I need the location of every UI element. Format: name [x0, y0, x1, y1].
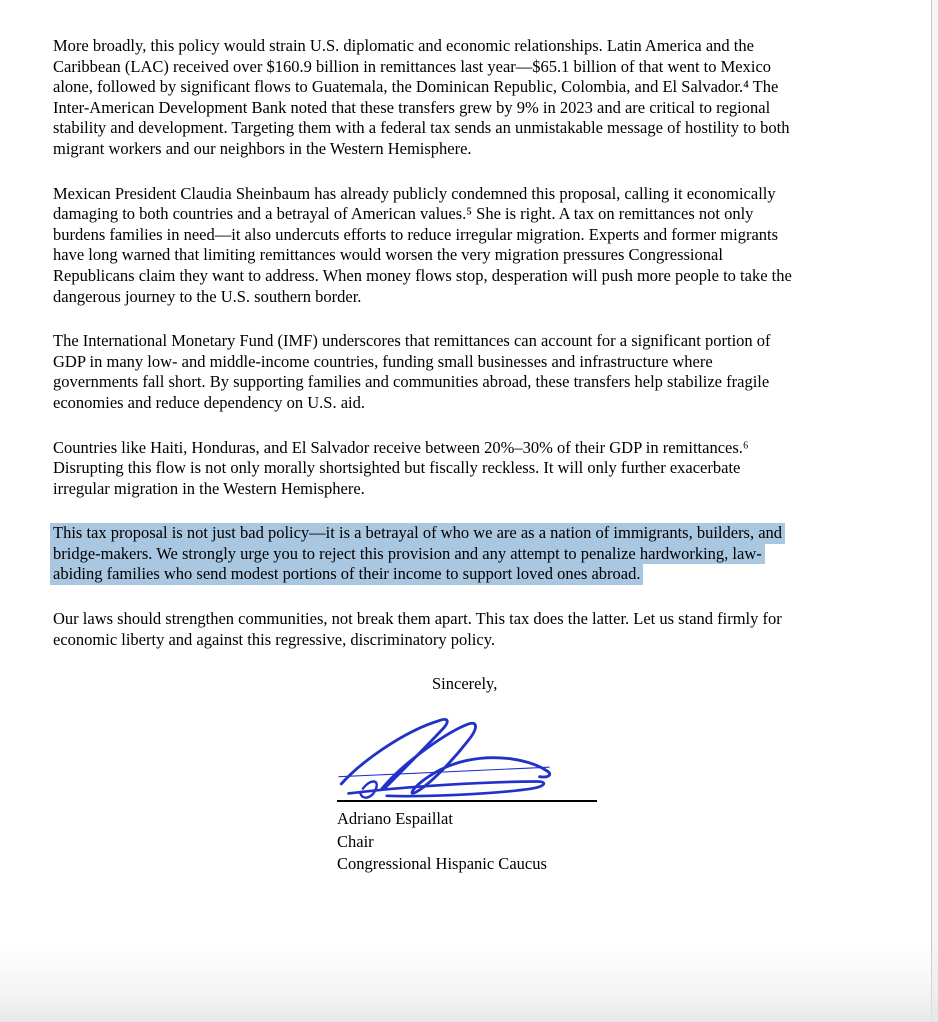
signer-name: Adriano Espaillat: [337, 808, 453, 828]
letter-line: dangerous journey to the U.S. southern border.: [53, 286, 362, 306]
letter-line: governments fall short. By supporting families and communities abroad, these transfers help stabilize fragile: [53, 372, 770, 392]
letter-line: have long warned that limiting remittances would worsen the very migration pressures Congressional: [53, 245, 723, 265]
letter-line: economic liberty and against this regressive, discriminatory policy.: [53, 629, 496, 649]
signer-title: Chair: [337, 831, 374, 851]
paragraph-gdp-countries: [53, 438, 899, 500]
letter-line: The International Monetary Fund (IMF) underscores that remittances can account for a significant portion of: [53, 331, 771, 351]
letter-line: economies and reduce dependency on U.S. aid.: [53, 392, 366, 412]
paragraph-sheinbaum: [53, 184, 899, 308]
paragraph-conclusion: [53, 609, 899, 650]
letter-line: burdens families in need—it also undercuts efforts to reduce irregular migration. Experts and former migrants: [53, 224, 779, 244]
highlighted-letter-line: bridge-makers. We strongly urge you to reject this provision and any attempt to penalize hardworking, law-: [50, 544, 765, 565]
letter-line: Inter-American Development Bank noted that these transfers grew by 9% in 2023 and are critical to regional: [53, 97, 771, 117]
highlighted-letter-line: This tax proposal is not just bad policy—it is a betrayal of who we are as a nation of immigrants, builders, and: [50, 523, 785, 544]
paragraph-diplomatic-relations: [53, 36, 899, 160]
signature-block: [337, 717, 899, 876]
letter-line: stability and development. Targeting them with a federal tax sends an unmistakable message of hostility to both: [53, 118, 790, 138]
letter-line: irregular migration in the Western Hemisphere.: [53, 478, 365, 498]
letter-line: Republicans claim they want to address. When money flows stop, desperation will push more people to take the: [53, 265, 792, 285]
letter-body: [53, 36, 899, 876]
highlighted-letter-line: abiding families who send modest portions of their income to support loved ones abroad.: [50, 564, 643, 585]
handwritten-signature-ink: [335, 717, 565, 803]
paragraph-imf: [53, 331, 899, 413]
signature-underline: [337, 800, 597, 802]
letter-line: GDP in many low- and middle-income countries, funding small businesses and infrastructure where: [53, 351, 713, 371]
letter-line: Mexican President Claudia Sheinbaum has already publicly condemned this proposal, calling it economically: [53, 183, 776, 203]
page-right-edge: [931, 0, 938, 1022]
letter-line: Disrupting this flow is not only morally shortsighted but fiscally reckless. It will only further exacerbate: [53, 458, 741, 478]
signer-organization: Congressional Hispanic Caucus: [337, 854, 547, 874]
page-bottom-shadow: [0, 944, 938, 1022]
letter-line: Countries like Haiti, Honduras, and El Salvador receive between 20%–30% of their GDP in remittances.⁶: [53, 437, 749, 457]
letter-line: damaging to both countries and a betrayal of American values.⁵ She is right. A tax on remittances not only: [53, 204, 754, 224]
letter-line: migrant workers and our neighbors in the Western Hemisphere.: [53, 138, 472, 158]
letter-line: Caribbean (LAC) received over $160.9 billion in remittances last year—$65.1 billion of that went to Mexico: [53, 56, 772, 76]
letter-line: Our laws should strengthen communities, not break them apart. This tax does the latter. Let us stand firmly for: [53, 609, 782, 629]
letter-line: alone, followed by significant flows to Guatemala, the Dominican Republic, Colombia, and El Salvador.⁴ The: [53, 77, 779, 97]
paragraph-highlighted-selection: [53, 523, 899, 585]
letter-line: More broadly, this policy would strain U.S. diplomatic and economic relationships. Latin America and the: [53, 36, 754, 55]
closing-salutation: Sincerely,: [432, 674, 498, 694]
